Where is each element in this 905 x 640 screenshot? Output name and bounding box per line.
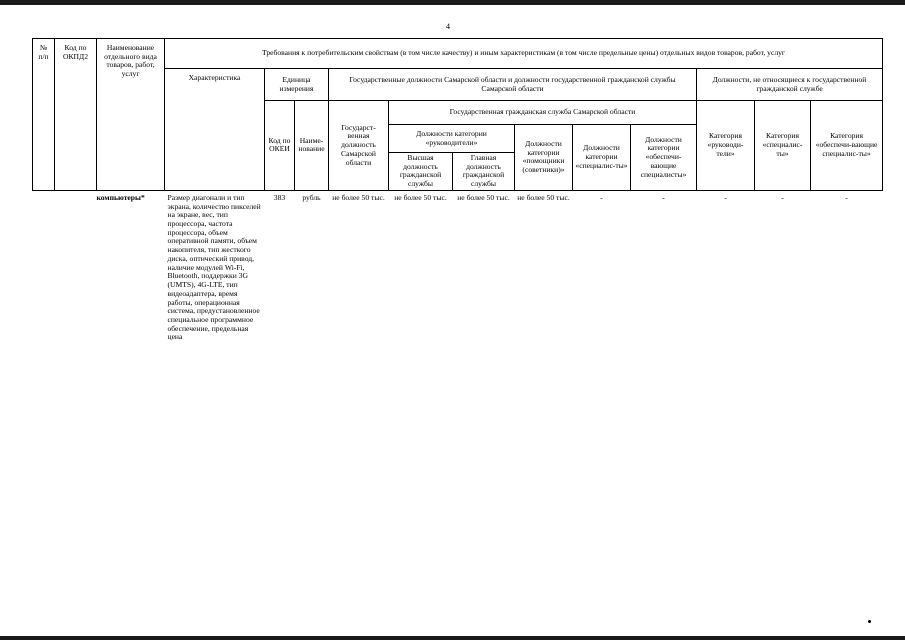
cell-cat-support: - [845, 192, 848, 202]
header-num: № п/п [33, 39, 55, 191]
header-name: Наименование отдельного вида товаров, работ, услуг [97, 39, 165, 191]
cell-assistants: не более 50 тыс. [517, 192, 570, 202]
header-cat-support: Категория «обеспечи-вающие специалис-ты» [811, 101, 883, 191]
header-managers: Должности категории «руководители» [389, 125, 515, 153]
header-requirements: Требования к потребительским свойствам (в том числе качеству) и иным характеристикам (в том числе предельные цены) отдельных видов товаров, работ, услуг [165, 39, 883, 69]
header-assistants: Должности категории «помощники (советники)» [515, 125, 573, 191]
header-gov-position: Государст-венная должность Самарской области [329, 101, 389, 191]
cell-okpd [55, 190, 97, 342]
scan-top-edge [0, 0, 905, 5]
header-cat-managers: Категория «руководи-тели» [697, 101, 755, 191]
header-support: Должности категории «обеспечи-вающие специалисты» [631, 125, 697, 191]
requirements-table [32, 38, 883, 342]
cell-name: компьютеры* [96, 192, 145, 202]
header-highest: Высшая должность гражданской службы [389, 153, 453, 191]
header-cat-specialists: Категория «специалис-ты» [755, 101, 811, 191]
header-gov-positions: Государственные должности Самарской области и должности государственной гражданской службы Самарской области [329, 69, 697, 101]
cell-characteristic: Размер диагонали и тип экрана, количество пикселей на экране, вес, тип процессора, частота процессора, объем оперативной памяти, объем накопителя, тип жесткого диска, оптический привод, наличие модулей Wi-Fi, Bluetooth, поддержки 3G (UMTS), 4G-LTE, тип видеоадаптера, время работы, операционная система, предустановленное специальное программное обеспечение, предельная цена [167, 192, 261, 342]
header-okei: Код по ОКЕИ [265, 101, 295, 191]
cell-gov-position: не более 50 тыс. [332, 192, 385, 202]
header-characteristic: Характеристика [165, 69, 265, 191]
scan-bottom-edge [0, 636, 905, 640]
cell-support: - [662, 192, 665, 202]
header-unit-name: Наиме-нование [295, 101, 329, 191]
cell-main: не более 50 тыс. [457, 192, 510, 202]
header-non-gov: Должности, не относящиеся к государственной гражданской службе [697, 69, 883, 101]
scan-speck [868, 620, 871, 623]
cell-highest: не более 50 тыс. [394, 192, 447, 202]
cell-okei: 383 [273, 192, 286, 202]
cell-cat-managers: - [724, 192, 727, 202]
header-okpd: Код по ОКПД2 [55, 39, 97, 191]
table-row [33, 190, 883, 342]
cell-unit-name: рубль [302, 192, 321, 202]
header-unit: Единица измерения [265, 69, 329, 101]
cell-specialists: - [600, 192, 603, 202]
cell-cat-specialists: - [781, 192, 784, 202]
page-number: 4 [446, 22, 450, 31]
header-civil-service: Государственная гражданская служба Самарской области [389, 101, 697, 125]
header-specialists: Должности категории «специалис-ты» [573, 125, 631, 191]
header-main: Главная должность гражданской службы [453, 153, 515, 191]
cell-num [33, 190, 55, 342]
